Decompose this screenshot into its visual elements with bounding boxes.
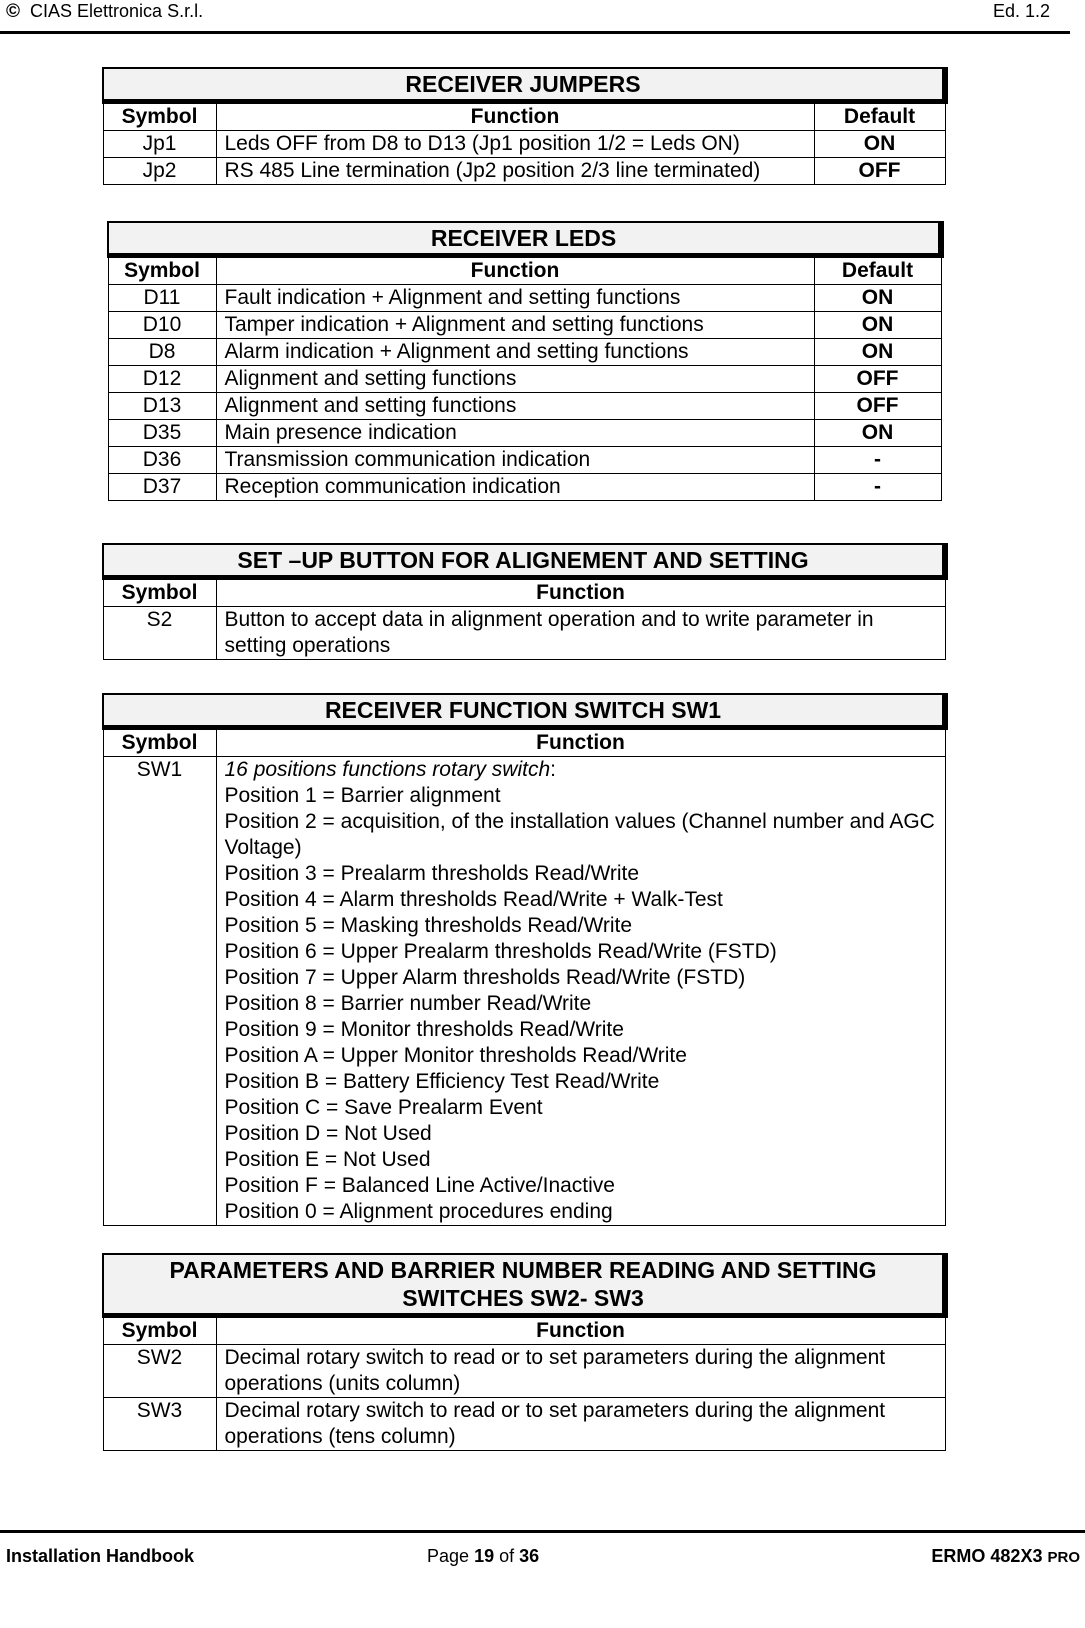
table-row xyxy=(108,366,941,393)
row-symbol: D11 xyxy=(108,285,216,312)
row-function xyxy=(216,757,945,1226)
table-row xyxy=(108,393,941,420)
row-symbol: D35 xyxy=(108,420,216,447)
switch-position: Position D = Not Used xyxy=(224,1122,432,1145)
row-default: - xyxy=(814,474,941,501)
table-row xyxy=(108,420,941,447)
row-default: - xyxy=(814,447,941,474)
switch-position: Position 9 = Monitor thresholds Read/Write xyxy=(224,1018,624,1041)
row-symbol: D10 xyxy=(108,312,216,339)
switch-position: Position 5 = Masking thresholds Read/Write xyxy=(224,914,633,937)
row-function: Fault indication + Alignment and setting functions xyxy=(216,285,814,312)
row-default: OFF xyxy=(814,366,941,393)
switch-position: Position 0 = Alignment procedures ending xyxy=(224,1200,613,1223)
param-switches-table xyxy=(102,1253,948,1451)
row-default: ON xyxy=(814,312,941,339)
table-title: RECEIVER FUNCTION SWITCH SW1 xyxy=(103,694,945,728)
title-line: SWITCHES SW2- SW3 xyxy=(402,1285,644,1311)
row-function: Alignment and setting functions xyxy=(216,366,814,393)
row-function: Decimal rotary switch to read or to set parameters during the alignment operations (units column) xyxy=(216,1345,945,1398)
row-symbol: D8 xyxy=(108,339,216,366)
col-function: Function xyxy=(216,256,814,285)
col-symbol: Symbol xyxy=(108,256,216,285)
col-default: Default xyxy=(814,256,941,285)
setup-button-table xyxy=(102,543,948,660)
receiver-jumpers-table xyxy=(102,67,948,185)
row-symbol: D37 xyxy=(108,474,216,501)
table-row xyxy=(103,1398,945,1451)
col-symbol: Symbol xyxy=(103,728,216,757)
col-function: Function xyxy=(216,1316,945,1345)
row-default: ON xyxy=(814,339,941,366)
copyright-icon: © xyxy=(6,1,20,22)
row-symbol: Jp1 xyxy=(103,131,216,158)
table-row xyxy=(103,1345,945,1398)
switch-position: Position A = Upper Monitor thresholds Read/Write xyxy=(224,1044,687,1067)
switch-position: Position C = Save Prealarm Event xyxy=(224,1096,543,1119)
table-title xyxy=(103,1254,945,1316)
table-row xyxy=(103,158,945,185)
table-title: RECEIVER LEDS xyxy=(108,222,941,256)
switch-position: Position 6 = Upper Prealarm thresholds Read/Write (FSTD) xyxy=(224,940,777,963)
table-row xyxy=(108,339,941,366)
row-default: ON xyxy=(814,285,941,312)
table-title: RECEIVER JUMPERS xyxy=(103,68,945,102)
table-row xyxy=(108,447,941,474)
row-symbol: Jp2 xyxy=(103,158,216,185)
col-function: Function xyxy=(216,728,945,757)
row-symbol: D13 xyxy=(108,393,216,420)
switch-position: Position 8 = Barrier number Read/Write xyxy=(224,992,592,1015)
row-default: OFF xyxy=(814,393,941,420)
switch-intro: 16 positions functions rotary switch: xyxy=(224,758,556,781)
col-symbol: Symbol xyxy=(103,102,216,131)
footer-divider xyxy=(0,1530,1085,1533)
header-company xyxy=(6,0,203,23)
row-default: OFF xyxy=(814,158,945,185)
table-row xyxy=(108,285,941,312)
row-function: Transmission communication indication xyxy=(216,447,814,474)
switch-position: Position B = Battery Efficiency Test Read/Write xyxy=(224,1070,660,1093)
footer-page-number: Page 19 of 36 xyxy=(427,1546,540,1566)
switch-position: Position E = Not Used xyxy=(224,1148,431,1171)
footer-product: ERMO 482X3 PRO xyxy=(931,1546,1080,1566)
col-default: Default xyxy=(814,102,945,131)
receiver-leds-table xyxy=(107,221,944,501)
table-row xyxy=(103,757,945,1226)
row-symbol: SW1 xyxy=(103,757,216,1226)
switch-position: Position 7 = Upper Alarm thresholds Read/Write (FSTD) xyxy=(224,966,746,989)
row-function: Leds OFF from D8 to D13 (Jp1 position 1/2 = Leds ON) xyxy=(216,131,814,158)
row-default: ON xyxy=(814,420,941,447)
col-symbol: Symbol xyxy=(103,578,216,607)
row-function: Alignment and setting functions xyxy=(216,393,814,420)
row-function: RS 485 Line termination (Jp2 position 2/3 line terminated) xyxy=(216,158,814,185)
row-symbol: S2 xyxy=(103,607,216,660)
switch-position: Position 2 = acquisition, of the installation values (Channel number and AGC Voltage) xyxy=(224,810,935,859)
row-function: Main presence indication xyxy=(216,420,814,447)
row-function: Decimal rotary switch to read or to set parameters during the alignment operations (tens column) xyxy=(216,1398,945,1451)
row-function: Tamper indication + Alignment and setting functions xyxy=(216,312,814,339)
title-line: PARAMETERS AND BARRIER NUMBER READING AND SETTING xyxy=(169,1257,877,1283)
footer-handbook-title: Installation Handbook xyxy=(6,1546,195,1566)
switch-position: Position 1 = Barrier alignment xyxy=(224,784,501,807)
table-row xyxy=(103,607,945,660)
edition-label: Ed. 1.2 xyxy=(992,1,1050,21)
header-divider xyxy=(0,31,1070,34)
row-function: Button to accept data in alignment operation and to write parameter in setting operations xyxy=(216,607,945,660)
col-function: Function xyxy=(216,102,814,131)
switch-position: Position F = Balanced Line Active/Inactive xyxy=(224,1174,615,1197)
switch-position: Position 4 = Alarm thresholds Read/Write + Walk-Test xyxy=(224,888,723,911)
table-row xyxy=(108,474,941,501)
table-row xyxy=(108,312,941,339)
col-symbol: Symbol xyxy=(103,1316,216,1345)
switch-position: Position 3 = Prealarm thresholds Read/Write xyxy=(224,862,640,885)
table-title: SET –UP BUTTON FOR ALIGNEMENT AND SETTING xyxy=(103,544,945,578)
row-default: ON xyxy=(814,131,945,158)
col-function: Function xyxy=(216,578,945,607)
function-switch-table xyxy=(102,693,948,1226)
table-row xyxy=(103,131,945,158)
company-name: CIAS Elettronica S.r.l. xyxy=(30,1,204,21)
row-symbol: D36 xyxy=(108,447,216,474)
row-symbol: SW3 xyxy=(103,1398,216,1451)
row-symbol: D12 xyxy=(108,366,216,393)
row-function: Reception communication indication xyxy=(216,474,814,501)
row-function: Alarm indication + Alignment and setting functions xyxy=(216,339,814,366)
row-symbol: SW2 xyxy=(103,1345,216,1398)
